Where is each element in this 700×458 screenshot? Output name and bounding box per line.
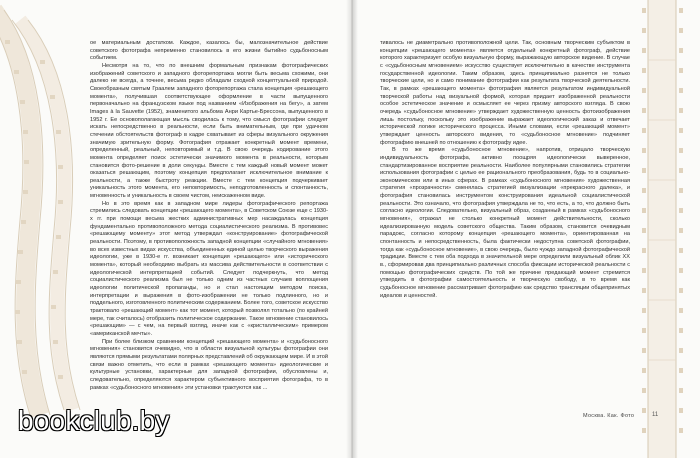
paragraph: ое материальным достатком. Каждое, казалось бы, малозначительное действие советского фотографа непременно становилось в его жизни бытийно судьбоносным событием. (90, 40, 328, 62)
paragraph: При более близком сравнении концепций «решающего момента» и «судьбоносного мгновения» становится очевидно, что в области визуальной культуры фотографии они являются прямыми результатами полярных представлений об окружающем мире. И в этой связи важно отметить, что если в рамках «решающего момента» идеологические и культурные установки, характерные для западной фотографии, обусловлены и, следовательно, определяются характером субъективного восприятия фотографа, то в рамках «судьбоносного мгновения» эти установки трактуются как ... (90, 338, 328, 391)
book-gutter (346, 0, 358, 458)
film-strip-decoration-right (640, 0, 700, 458)
left-text-column (90, 40, 328, 392)
paragraph: В то же время «судьбоносное мгновение», напротив, отрицало творческую индивидуальность фотографа, активно поощряя идеологически выверенное, стандартизированное восприятие реальности. Наиболее популярными становились стратегии использования фотографии с целью ее рационального преобразования, будь то в социально-экономическом или в иных сферах. В рамках «судьбоносного мгновения» художественная стратегия «прозрачности» сменялась стратегией визуализации «прекрасного далека», и фотография становилась инструментом конструирования идеальной социалистической реальности. Это означало, что фотография утверждала не то, что есть, а то, что должно быть согласно идеологии. Следовательно, визуальный образ, созданный в рамках «судьбоносного мгновения», отражал не столько конкретный момент действительности, сколько идеализированную модель советского общества. Таким образом, становится очевидным парадокс, согласно которому концепция «решающего момента», ориентированная на спонтанность и непосредственность, была фактически недоступна советской фотографии, тогда как «судьбоносное мгновение», в свою очередь, было чуждо западной фотографической традиции. Вместе с тем оба подхода в значительной мере определили визуальный облик XX в., сформировав два принципиально различных способа фиксации исторической реальности с помощью фотографических средств. По той же причине предающий момент стремится утвердить в фотографии самостоятельность и творческую свободу, в то время как судьбоносное мгновение рассматривает фотографию как средство трансляции общепринятых идеалов и ценностей. (380, 147, 630, 299)
paragraph: Несмотря на то, что по внешним формальным признакам фотографических изображений советского и западного фоторепортажа могли быть весьма схожими, они далеко не всегда, а точнее, весьма редко обладали сходной концептуальной природой. Своеобразным святым Граалем западного фоторепортажа стала концепция «решающего момента», получившая соответствующее оформление в части выпущенного первоначально на французском языке под названием «Изображения на бегу», а затем Images à la Sauvette (1952), знаменитого альбома Анри Картье-Брессона, выпущенного в 1952 г. Ее основополагающая мысль сводилась к тому, что смысл фотографии следует искать непосредственно в реальности, если быть внимательным, где при удачном стечении обстоятельств фотограф в кадре схватывает из сферы визуального окружения значимую зрительную форму. Фотография отражает конкретный момент времени, определенный, реальный, неповторимый и т.д. В свою очередь кодирование этого момента определяет поиск эстетически значимого момента в реальности, которым становится фото-решение в доли секунды. Вместе с тем каждый новый момент может оказаться решающим, поэтому концепция предполагает исключительное внимание к реальности, а также быстроту реакции. Вместе с тем концепция подчеркивает уникальность этого момента, его неповторимость, неподготовленность и спонтанность, мгновенность и уникальность в своем чистом, неискаженном виде. (90, 62, 328, 200)
page-number: 11 (652, 412, 659, 418)
paragraph: Но в это время как в западном мире лидеры фотографического репортажа стремились следовать концепции «решающего момента», в Советском Союзе еще с 1930-х гг. при помощи весьма жестких административных мер насаждалась концепция фундаментально противоположного метода социалистического реализма. В противовес «решающему моменту» этот метод утверждал «конструирование» фотографической реальности. Поэтому, в противоположность западной концепции «случайного мгновения» во всех известных видах искусства, объединенных единой целью творческого выражения идеологии, уже в 1930-е гг. возникает концепция «решающего» или «исторического момента», который необходимо выбрать из массива действительности в соответствии с идеологической интерпретацией событий. Следует подчеркнуть, что метод социалистического реализма был не только одним из частных случаев воплощения идеологии политической пропаганды, но и стал настоящим методом поиска, интерпретации и выражения в фото-изображении не только подлинного, но и поддельного, изготовленного политическим содержанием. Более того, советское искусство трактовало «решающий момент» как тот момент, который позволял тотально (по крайней мере, так считалось) отобразить политическое содержание. Такое мгновение становилось «решающим» — с чем, на первый взгляд, иначе как с «кристаллическим» примером «американской мечты». (90, 200, 328, 337)
right-text-column (380, 40, 630, 300)
film-strip-decoration (0, 0, 90, 420)
watermark: bookclub.by (18, 405, 170, 436)
running-head: Москва. Как. Фото (583, 413, 635, 419)
paragraph: тивалось не диаметрально противоположной цели. Так, основным творческим субъектом в концепции «решающего момента» является отдельный конкретный фотограф, действие которого характеризует особую визуальную форму, выражающую авторское видение. В случае с «судьбоносным мгновением» искусство существует исключительно в качестве инструмента государственной идеологии. Таким образом, здесь принципиально разнятся не только творческие цели, но и само понимание фотографии как результата творческой деятельности. Так, в рамках «решающего момента» фотография является результатом индивидуальной творческой работы над визуальной формой, которая придает изображенной реальности особое эстетическое значение и осмысляет ее через призму авторского взгляда. В свою очередь «судьбоносное мгновение» утверждает художественную ценность фотоизображения лишь постольку, поскольку это изображение выражает идеологический заказ и отвечает исторической логике исторического процесса. Иными словами, если «решающий момент» утверждает ценность авторского видения, то «судьбоносное мгновение» подчиняет фотографию внешней по отношению к фотографу идее. (380, 40, 630, 146)
